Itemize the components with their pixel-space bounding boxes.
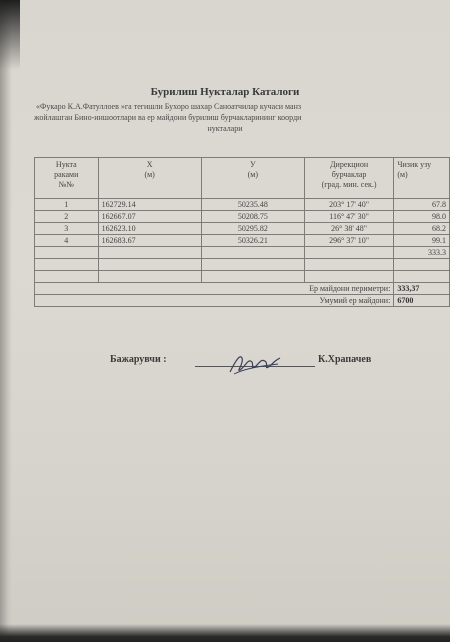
handwritten-signature bbox=[226, 350, 282, 376]
table-row-empty bbox=[35, 271, 450, 283]
table-row: 1 162729.14 50235.48 203° 17' 40" 67.8 bbox=[35, 199, 450, 211]
area-row bbox=[35, 295, 450, 307]
coordinates-table bbox=[34, 157, 450, 307]
table-row: 3 162623.10 50295.82 26° 38' 48" 68.2 bbox=[35, 223, 450, 235]
perimeter-label: Ер майдони периметри: bbox=[35, 283, 394, 295]
table-row: 4 162683.67 50326.21 296° 37' 10" 99.1 bbox=[35, 235, 450, 247]
header-point-number: Нукта раками №№ bbox=[35, 158, 99, 199]
shadow-corner bbox=[0, 0, 20, 70]
header-y: У (м) bbox=[201, 158, 304, 199]
subtitle-line-2: жойлашган Бино-иншоотлари ва ер майдони бурилиш бурчакларининг коорди bbox=[34, 113, 302, 122]
executor-label: Бажарувчи : bbox=[110, 354, 167, 365]
catalog-title: Бурилиш Нукталар Каталоги bbox=[150, 86, 300, 98]
perimeter-row bbox=[35, 283, 450, 295]
executor-name: К.Храпачев bbox=[318, 354, 372, 365]
subtitle-line-1: «Фукаро К.А.Фатуллоев »га тегишли Бухоро шахар Саноатчилар кучаси манз bbox=[36, 102, 302, 111]
table-row-total: 333.3 bbox=[35, 247, 450, 259]
table-header-row bbox=[35, 158, 450, 199]
table-row: 2 162667.07 50208.75 116° 47' 30" 98.0 bbox=[35, 211, 450, 223]
area-value: 6700 bbox=[394, 295, 450, 307]
header-line-length: Чизик узу (м) bbox=[394, 158, 450, 199]
table-row-empty bbox=[35, 259, 450, 271]
header-direction-angle: Дирекцион бурчаклар (град. мин. сек.) bbox=[304, 158, 393, 199]
shadow-bottom bbox=[0, 624, 450, 642]
subtitle-line-3: нукталари bbox=[207, 124, 243, 133]
header-x: X (м) bbox=[98, 158, 201, 199]
perimeter-value: 333,37 bbox=[394, 283, 450, 295]
area-label: Умумий ер майдони: bbox=[35, 295, 394, 307]
